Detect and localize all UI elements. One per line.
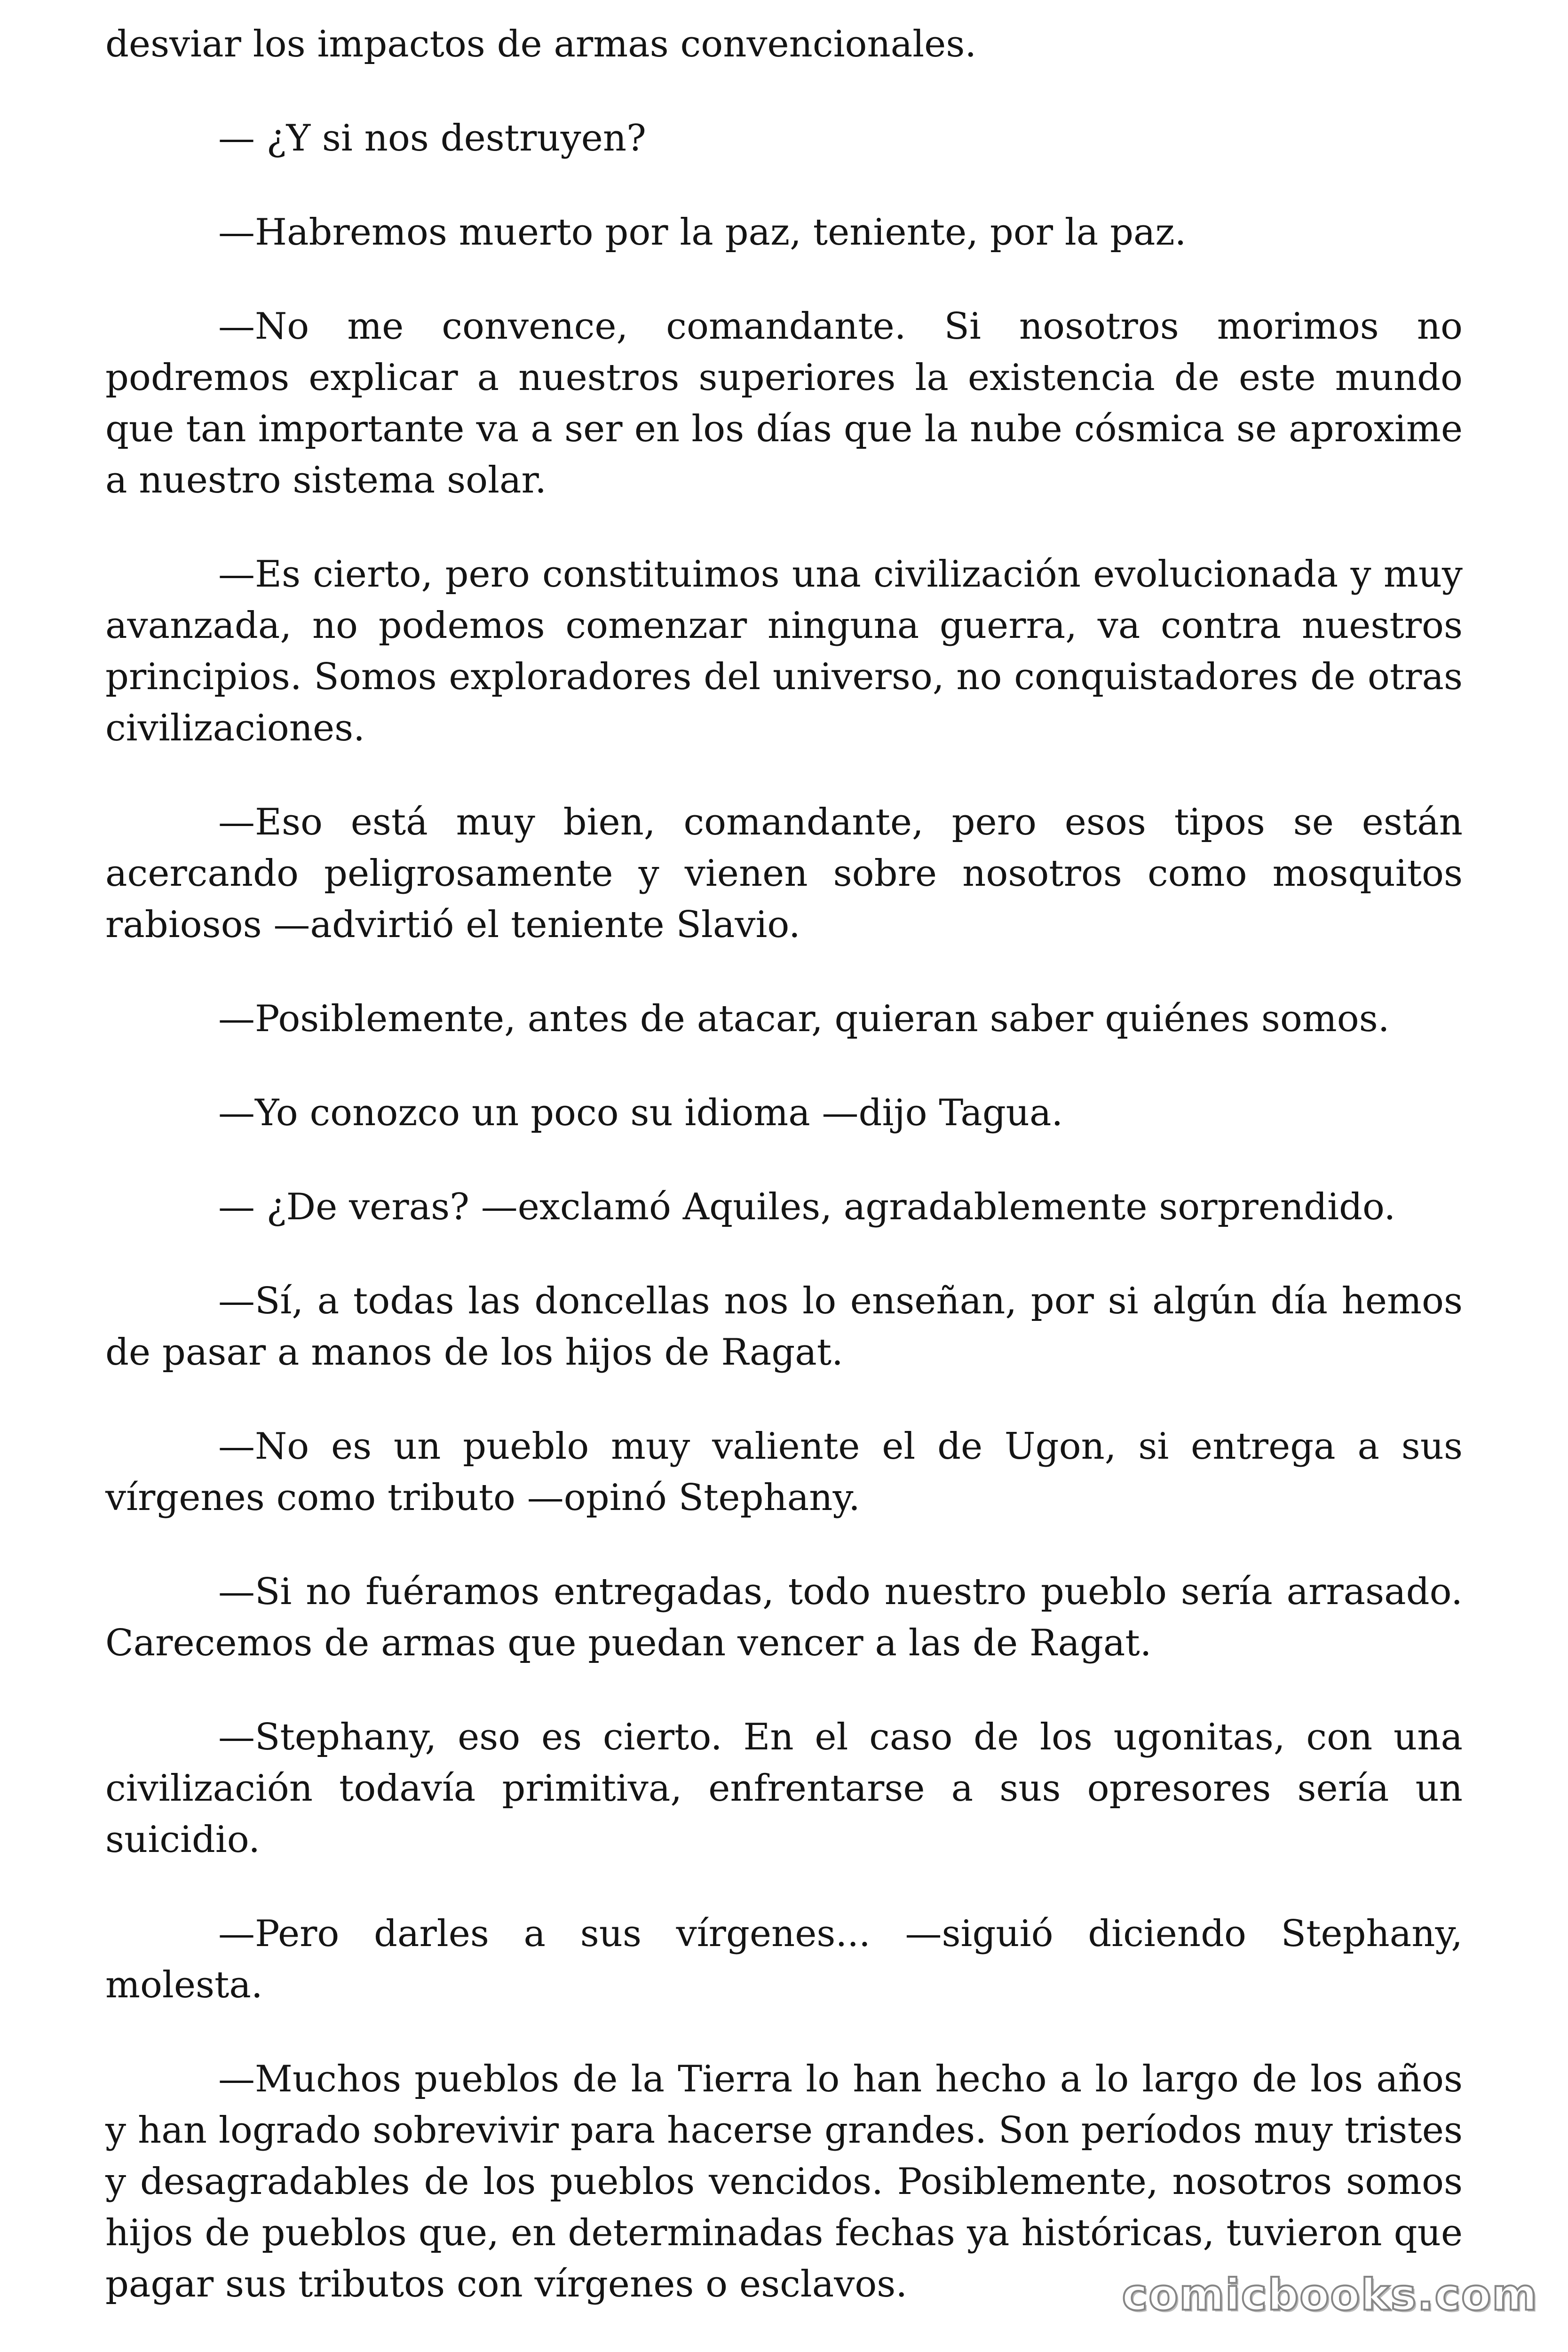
dialogue-paragraph: —Es cierto, pero constituimos una civilización evolucionada y muy avanzada, no podemos comenzar ninguna guerra, va contra nuestros principios. Somos exploradores del universo, no conquistadores de otras civilizaciones. [105, 553, 1463, 749]
dialogue-paragraph: —Si no fuéramos entregadas, todo nuestro pueblo sería arrasado. Carecemos de armas que puedan vencer a las de Ragat. [105, 1571, 1463, 1664]
dialogue-paragraph: —No es un pueblo muy valiente el de Ugon, si entrega a sus vírgenes como tributo —opinó Stephany. [105, 1425, 1463, 1519]
dialogue-paragraph: — ¿Y si nos destruyen? [218, 117, 646, 159]
dialogue-paragraph: —Muchos pueblos de la Tierra lo han hecho a lo largo de los años y han logrado sobrevivir para hacerse grandes. Son períodos muy tristes y desagradables de los pueblos vencidos. Posiblemente, nosotros somos hijos de pueblos que, en determinadas fechas ya históricas, tuvieron que pagar sus tributos con vírgenes o esclavos. [105, 2058, 1463, 2305]
paragraph-continuation: desviar los impactos de armas convencionales. [105, 23, 977, 65]
dialogue-paragraph: —Sí, a todas las doncellas nos lo enseñan, por si algún día hemos de pasar a manos de los hijos de Ragat. [105, 1280, 1463, 1374]
dialogue-paragraph: —Stephany, eso es cierto. En el caso de los ugonitas, con una civilización todavía primitiva, enfrentarse a sus opresores sería un suicidio. [105, 1716, 1463, 1861]
watermark-logo: comicbooks.com [1122, 2270, 1538, 2320]
dialogue-paragraph: —Yo conozco un poco su idioma —dijo Tagua. [218, 1092, 1063, 1134]
dialogue-paragraph: — ¿De veras? —exclamó Aquiles, agradablemente sorprendido. [218, 1186, 1396, 1228]
dialogue-paragraph: —Posiblemente, antes de atacar, quieran saber quiénes somos. [218, 998, 1390, 1040]
dialogue-paragraph: —Eso está muy bien, comandante, pero esos tipos se están acercando peligrosamente y vienen sobre nosotros como mosquitos rabiosos —advirtió el teniente Slavio. [105, 801, 1463, 946]
book-page [105, 0, 1463, 2352]
dialogue-paragraph: —Pero darles a sus vírgenes... —siguió diciendo Stephany, molesta. [105, 1913, 1463, 2006]
dialogue-paragraph: —No me convence, comandante. Si nosotros morimos no podremos explicar a nuestros superiores la existencia de este mundo que tan importante va a ser en los días que la nube cósmica se aproxime a nuestro sistema solar. [105, 305, 1463, 501]
dialogue-paragraph: —Habremos muerto por la paz, teniente, por la paz. [218, 211, 1187, 254]
